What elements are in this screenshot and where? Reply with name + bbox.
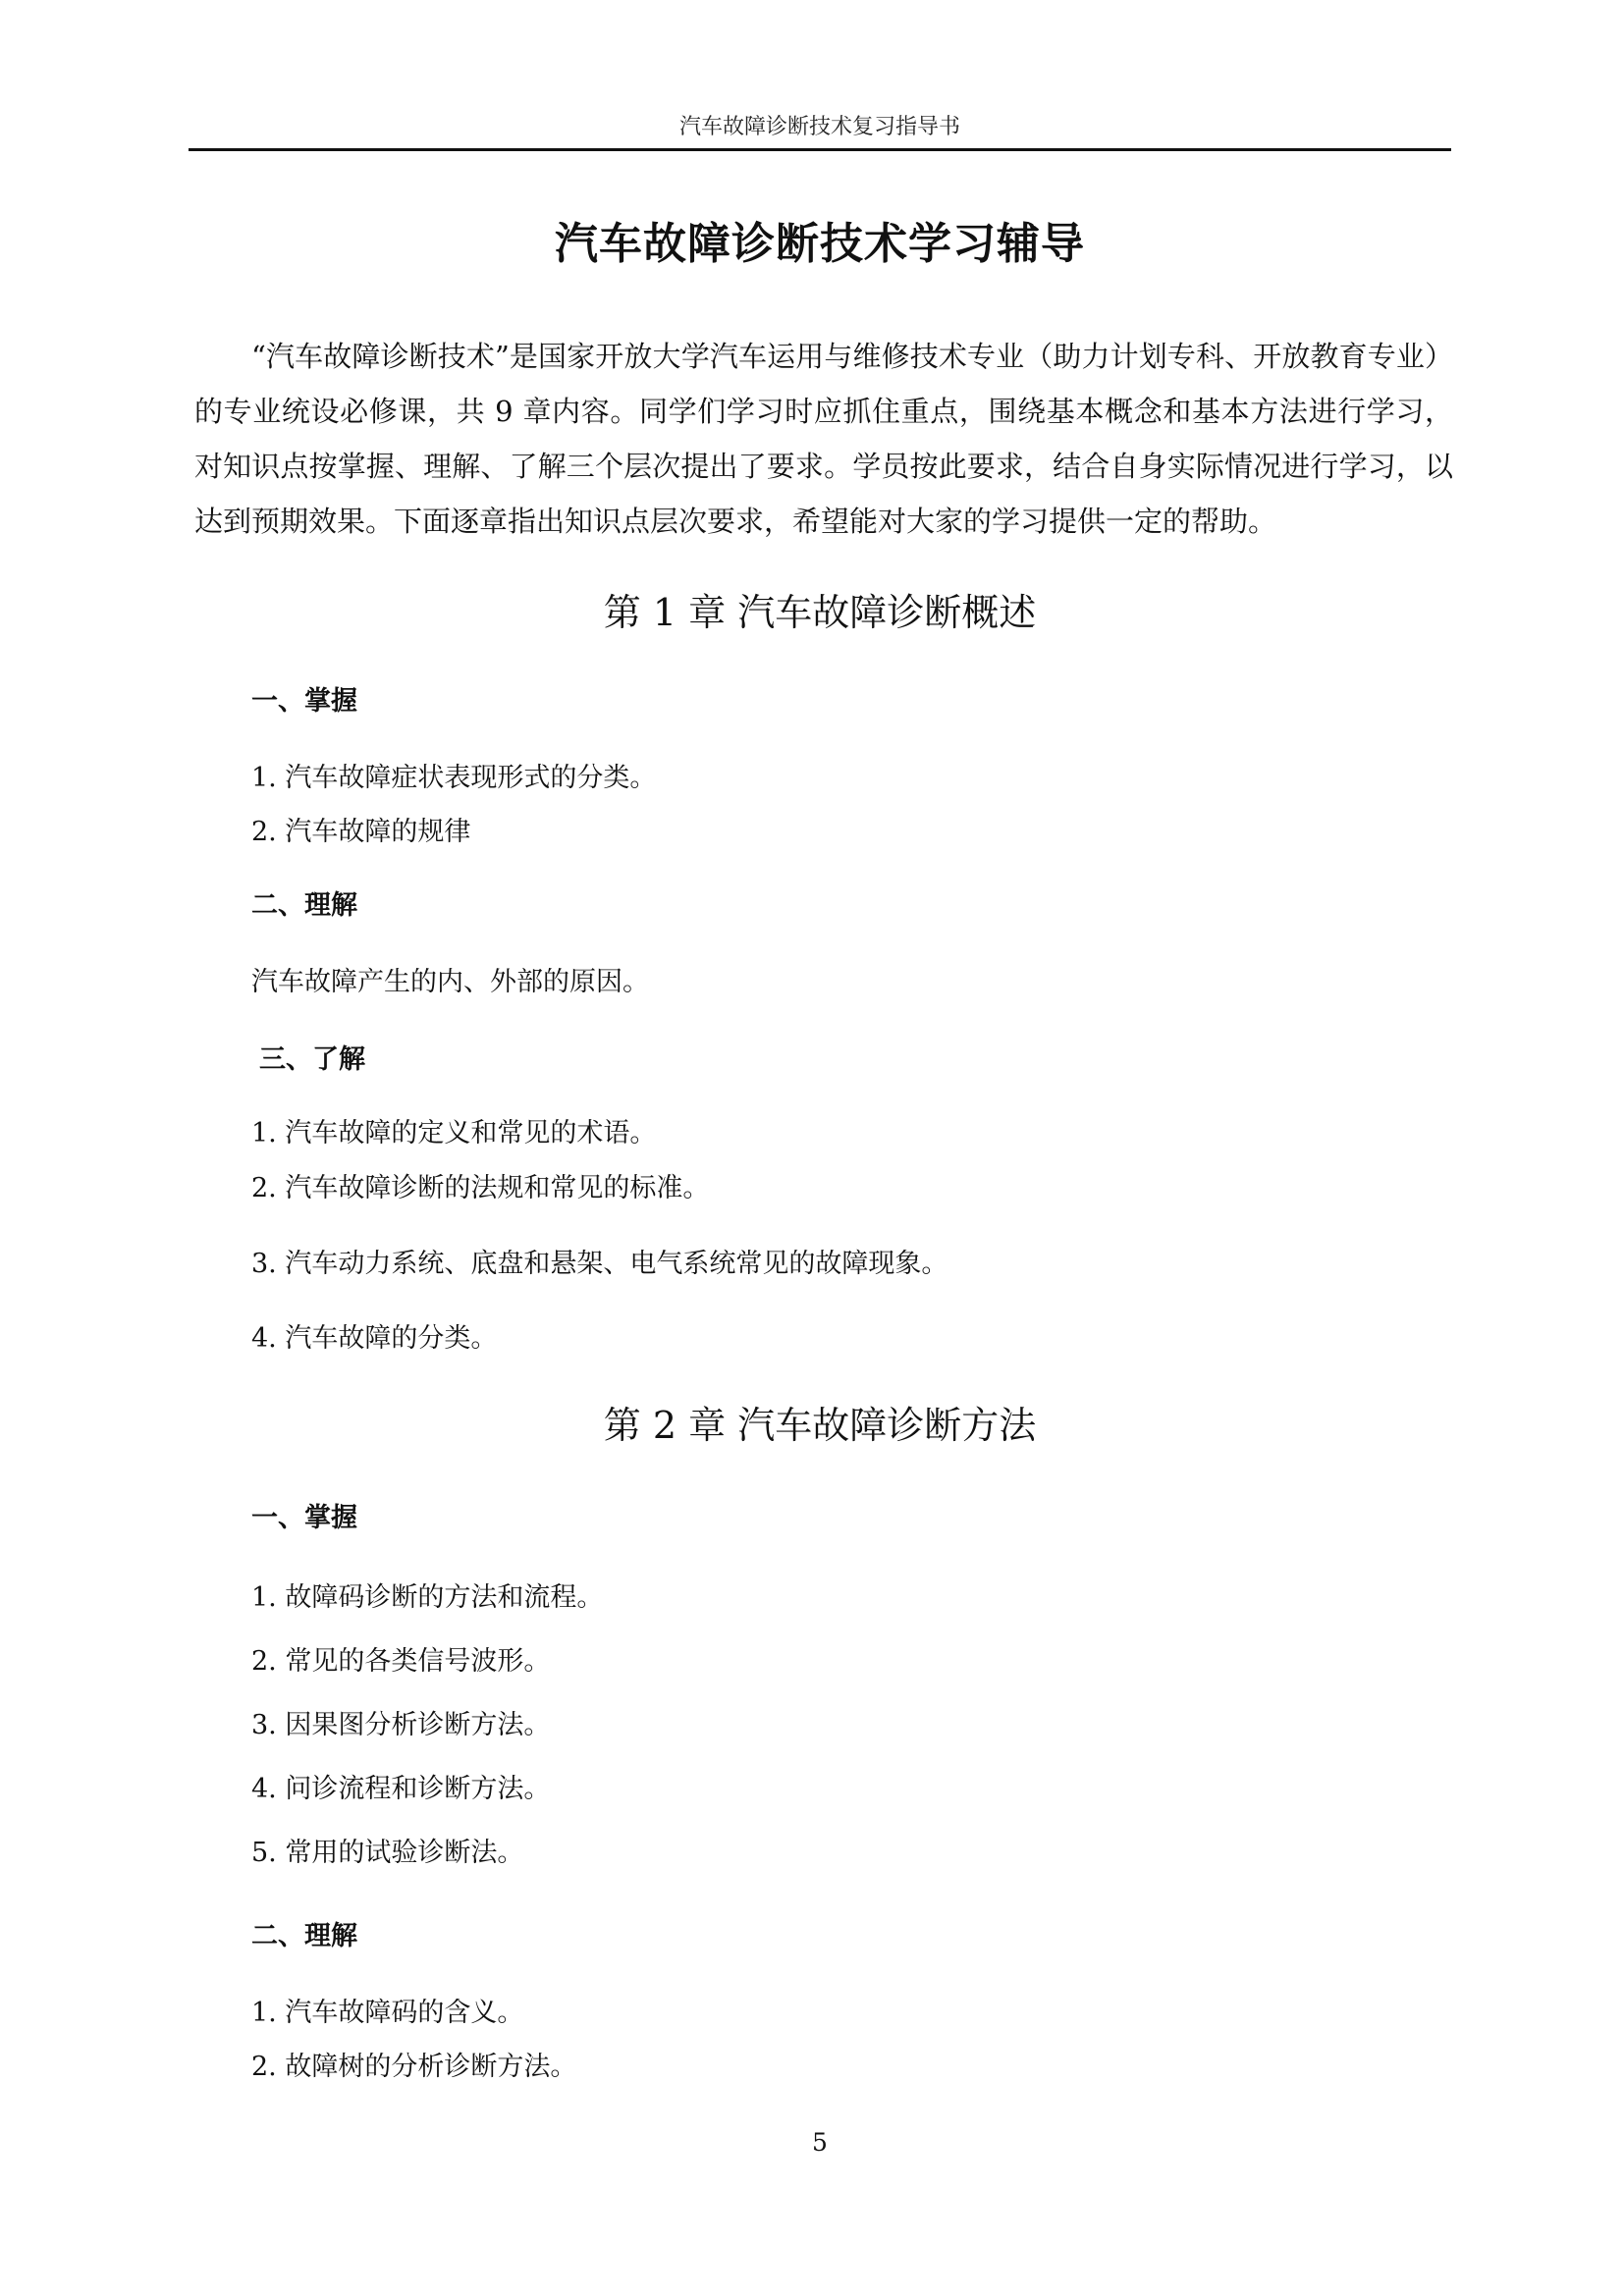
ch2-master-item: 2. 常见的各类信号波形。: [251, 1646, 551, 1677]
ch2-master-item: 1. 故障码诊断的方法和流程。: [251, 1582, 604, 1613]
ch1-know-item: 2. 汽车故障诊断的法规和常见的标准。: [251, 1173, 710, 1203]
ch2-understand-item: 1. 汽车故障码的含义。: [251, 1998, 524, 2028]
ch1-know-item: 3. 汽车动力系统、底盘和悬架、电气系统常见的故障现象。: [251, 1249, 948, 1279]
ch2-master-item: 4. 问诊流程和诊断方法。: [251, 1774, 551, 1804]
ch1-master-heading: 一、掌握: [251, 686, 357, 717]
ch1-know-item: 4. 汽车故障的分类。: [251, 1323, 498, 1354]
ch1-master-item: 2. 汽车故障的规律: [251, 817, 471, 847]
document-title: 汽车故障诊断技术学习辅导: [555, 219, 1085, 269]
running-header: 汽车故障诊断技术复习指导书: [678, 115, 960, 139]
ch1-know-heading: 三、了解: [259, 1044, 365, 1075]
ch1-master-item: 1. 汽车故障症状表现形式的分类。: [251, 763, 657, 793]
intro-paragraph: “汽车故障诊断技术”是国家开放大学汽车运用与维修技术专业（助力计划专科、开放教育专业）的专业统设必修课，共 9 章内容。同学们学习时应抓住重点，围绕基本概念和基本方法进行学习，对知识点按掌握、理解、了解三个层次提出了要求。学员按此要求，结合自身实际情况进行学习，以达到预期效果。下面逐章指出知识点层次要求，希望能对大家的学习提供一定的帮助。: [194, 340, 1453, 538]
ch2-master-item: 5. 常用的试验诊断法。: [251, 1838, 524, 1868]
ch2-understand-heading: 二、理解: [251, 1921, 357, 1951]
header-rule: [189, 148, 1451, 151]
chapter-1-title: 第 1 章 汽车故障诊断概述: [603, 591, 1037, 634]
page-number: 5: [812, 2128, 828, 2157]
ch1-understand-heading: 二、理解: [251, 890, 357, 921]
chapter-2-title: 第 2 章 汽车故障诊断方法: [603, 1404, 1037, 1447]
ch2-understand-item: 2. 故障树的分析诊断方法。: [251, 2052, 577, 2082]
ch2-master-heading: 一、掌握: [251, 1503, 357, 1533]
ch2-master-item: 3. 因果图分析诊断方法。: [251, 1710, 551, 1740]
ch1-know-item: 1. 汽车故障的定义和常见的术语。: [251, 1118, 657, 1148]
ch1-understand-text: 汽车故障产生的内、外部的原因。: [251, 967, 649, 997]
